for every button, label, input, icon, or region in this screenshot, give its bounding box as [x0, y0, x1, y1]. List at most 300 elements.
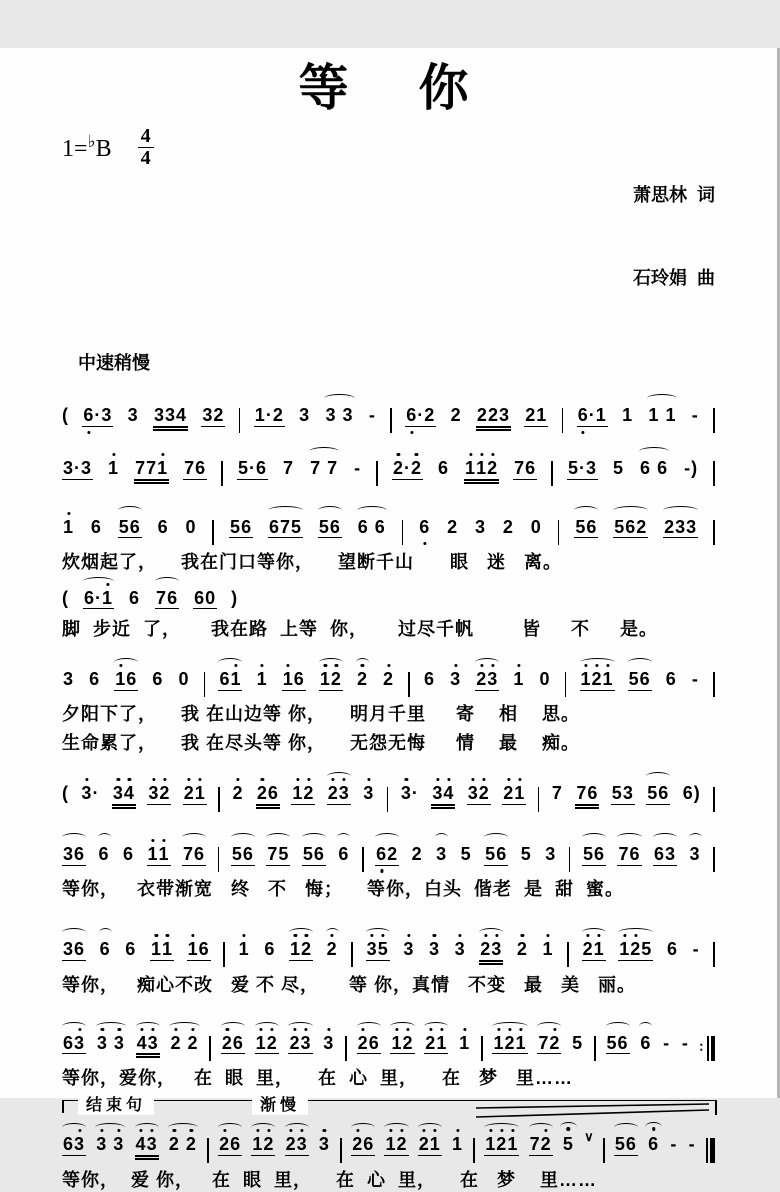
- note: 2: [516, 938, 528, 959]
- note: 6: [496, 843, 508, 864]
- note-group: [614, 1134, 638, 1156]
- barline: [713, 461, 715, 486]
- note-group: [327, 783, 351, 805]
- note: 3: [63, 843, 75, 864]
- note-group: [62, 517, 75, 538]
- note: -: [692, 938, 700, 959]
- note-group: [520, 844, 533, 865]
- barline: [551, 461, 553, 486]
- note-group: [127, 405, 140, 426]
- note: 2: [410, 457, 422, 478]
- note-group: [266, 844, 290, 866]
- note: 1: [580, 669, 592, 690]
- note: 7: [327, 457, 339, 478]
- note-group: [662, 1033, 671, 1054]
- note-group: [157, 517, 170, 538]
- note: 1: [115, 669, 127, 690]
- note-group: [218, 669, 242, 691]
- note: 3: [74, 1134, 86, 1155]
- note-group: [135, 1134, 159, 1160]
- note: 2: [187, 1032, 199, 1053]
- barline: [340, 1138, 342, 1163]
- note: 0: [530, 516, 542, 537]
- note-group: [114, 669, 138, 691]
- note-group: [502, 783, 526, 805]
- note: 2: [425, 1032, 437, 1053]
- note-group: [682, 783, 702, 804]
- note: 6: [152, 669, 164, 690]
- note: 6: [648, 1134, 660, 1155]
- note-group: [551, 783, 564, 804]
- note: 2: [478, 783, 490, 804]
- note: 5: [606, 1032, 618, 1053]
- note: -: [354, 457, 362, 478]
- system: [62, 391, 715, 434]
- note: 3: [296, 1134, 308, 1155]
- note-group: [231, 783, 244, 804]
- note-group: [291, 783, 315, 805]
- note-group: [112, 783, 136, 809]
- barline: [713, 787, 715, 812]
- note: 7: [514, 457, 526, 478]
- note-group: [282, 669, 306, 691]
- notation-line: [62, 444, 715, 487]
- note-group: [288, 1033, 312, 1055]
- note-group: [539, 669, 552, 690]
- note: 5: [567, 457, 579, 478]
- note: 3: [96, 1134, 108, 1155]
- note: 5: [613, 457, 625, 478]
- note-group: [298, 405, 311, 426]
- note: 2: [183, 783, 195, 804]
- note: 2: [480, 938, 492, 959]
- note: 6: [157, 516, 169, 537]
- note-group: [80, 783, 100, 804]
- note: 2: [476, 405, 488, 426]
- system: [62, 769, 715, 812]
- note-group: [229, 517, 253, 539]
- note: 6: [593, 843, 605, 864]
- note: 3: [665, 843, 677, 864]
- lyrics-line: 炊烟起了， 我在门口等你， 望断千山 眼 迷 离。: [62, 551, 563, 572]
- note-group: [464, 458, 499, 484]
- system: [62, 1097, 715, 1192]
- note: 1: [289, 938, 301, 959]
- note: 6: [125, 938, 137, 959]
- note: 3: [689, 843, 701, 864]
- note-group: [136, 1033, 160, 1059]
- note-group: [567, 458, 598, 480]
- note-group: [647, 405, 677, 426]
- note: 1: [292, 783, 304, 804]
- note-group: [692, 939, 701, 960]
- note: 6: [357, 516, 369, 537]
- note-group: [62, 669, 75, 690]
- note-group: [183, 458, 207, 480]
- note: 2: [263, 1134, 275, 1155]
- note: 6: [242, 843, 254, 864]
- note: 1: [493, 1032, 505, 1053]
- note: 1: [194, 783, 206, 804]
- note: 7: [310, 457, 322, 478]
- note: 7: [551, 783, 563, 804]
- note-group: [201, 405, 225, 427]
- note: 5: [377, 938, 389, 959]
- note: 1: [102, 587, 114, 608]
- barline: [713, 408, 715, 433]
- note: 4: [135, 1134, 147, 1155]
- note-group: [458, 1033, 471, 1054]
- note-group: [418, 517, 431, 538]
- time-signature: 4 4: [138, 126, 154, 169]
- notation-line: [62, 655, 715, 697]
- note: 6: [640, 1032, 652, 1053]
- note-group: [571, 1033, 584, 1054]
- system: [62, 444, 715, 487]
- barline: [481, 1036, 483, 1061]
- note: 1: [319, 669, 331, 690]
- note-group: [151, 669, 164, 690]
- note: 5: [318, 516, 330, 537]
- barline: [713, 942, 715, 967]
- note: ·: [94, 405, 102, 426]
- note: 1: [187, 938, 199, 959]
- note: 6: [363, 1134, 375, 1155]
- note: 5: [614, 1134, 626, 1155]
- note-group: [95, 1134, 125, 1155]
- key-text: 1=♭B: [62, 132, 112, 162]
- note-group: [492, 1033, 527, 1055]
- note: 3: [432, 783, 444, 804]
- note: 7: [618, 843, 630, 864]
- note-group: [62, 939, 86, 961]
- notation-line: [62, 925, 715, 968]
- note: 2: [664, 516, 676, 537]
- note: 5: [611, 783, 623, 804]
- note: 1: [150, 938, 162, 959]
- note-group: [255, 1033, 279, 1055]
- music-symbol: (: [62, 587, 69, 608]
- note-group: [400, 783, 420, 804]
- note-group: [418, 1134, 442, 1156]
- note: 3: [112, 783, 124, 804]
- note-group: [82, 405, 113, 427]
- note: -: [663, 1032, 671, 1053]
- barline: [713, 672, 715, 697]
- note: 2: [402, 1032, 414, 1053]
- note-group: [467, 783, 491, 805]
- note: 3: [467, 783, 479, 804]
- note: 2: [450, 405, 462, 426]
- note-group: [475, 669, 499, 691]
- note: 6: [438, 457, 450, 478]
- sheet-music-page: [0, 48, 780, 1190]
- note-group: [384, 1134, 408, 1156]
- note-group: [688, 1134, 697, 1155]
- note: 5: [230, 516, 242, 537]
- note: 7: [184, 457, 196, 478]
- note-group: [653, 844, 677, 866]
- barline: [565, 672, 567, 697]
- note: 3: [366, 938, 378, 959]
- note: 6: [241, 516, 253, 537]
- composer: 石玲娟 曲: [632, 268, 715, 289]
- note-group: [289, 939, 313, 961]
- note: 2: [387, 843, 399, 864]
- note-group: [691, 405, 700, 426]
- system: [62, 655, 715, 755]
- note-group: [435, 844, 448, 865]
- note: 7: [146, 457, 158, 478]
- barline: [558, 520, 560, 545]
- barline: [212, 520, 214, 545]
- note: ·: [265, 405, 273, 426]
- note-group: [83, 588, 114, 610]
- note: 1: [465, 457, 477, 478]
- note: 6: [666, 938, 678, 959]
- note: 6: [625, 1134, 637, 1155]
- note: 6: [256, 457, 268, 478]
- note: 2: [487, 457, 499, 478]
- note: 6: [74, 938, 86, 959]
- note-group: [155, 588, 179, 610]
- note: 5: [572, 1032, 584, 1053]
- note: 7: [283, 457, 295, 478]
- note-group: [118, 517, 142, 539]
- note-group: [62, 458, 93, 480]
- barline: [223, 942, 225, 967]
- music-symbol: ): [231, 587, 239, 608]
- note-group: [524, 405, 548, 427]
- note: 1: [230, 669, 242, 690]
- note: 6: [665, 669, 677, 690]
- note: -: [681, 1032, 689, 1053]
- song-title: 等 你: [298, 58, 479, 117]
- note: 1: [622, 405, 634, 426]
- note: 6: [640, 457, 652, 478]
- note-group: [450, 405, 463, 426]
- note: 6: [639, 669, 651, 690]
- note: 3: [81, 783, 93, 804]
- note-group: [183, 783, 207, 805]
- note: 1: [256, 669, 268, 690]
- note-group: [449, 669, 462, 690]
- barline: [594, 1036, 596, 1061]
- note: 5: [238, 457, 250, 478]
- note: 1: [536, 405, 548, 426]
- note-group: [454, 939, 467, 960]
- note: 2: [582, 938, 594, 959]
- note: ): [693, 783, 701, 804]
- barline: [204, 672, 206, 697]
- note: 3: [81, 457, 93, 478]
- note: 7: [538, 1032, 550, 1053]
- note-group: [99, 939, 112, 960]
- note: 5: [290, 516, 302, 537]
- meta-row: [0, 126, 777, 349]
- barline: [209, 1036, 211, 1061]
- note: -: [684, 457, 692, 478]
- note: 1: [157, 457, 169, 478]
- note: ·: [95, 587, 103, 608]
- note: 6: [74, 843, 86, 864]
- note: 3: [491, 938, 503, 959]
- note-group: [221, 1033, 245, 1055]
- note-group: [153, 405, 188, 431]
- note-group: [628, 669, 652, 691]
- note: 1: [514, 783, 526, 804]
- note-group: [446, 517, 459, 538]
- note: 3: [585, 457, 597, 478]
- note: 1: [476, 457, 488, 478]
- lyrics-line: 等你， 衣带渐宽 终 不 悔； 等你，白头 偕老 是 甜 蜜。: [62, 878, 625, 899]
- note-group: [268, 517, 303, 539]
- note: 1: [485, 1134, 497, 1155]
- note-group: [646, 783, 670, 805]
- barline: [207, 1138, 209, 1163]
- note: 6: [313, 843, 325, 864]
- note: 6: [268, 516, 280, 537]
- note: 5: [582, 843, 594, 864]
- note: -: [368, 405, 376, 426]
- note: 2: [185, 1134, 197, 1155]
- note-group: [460, 844, 473, 865]
- note-group: [318, 517, 342, 539]
- diminuendo-hairpin: [476, 1103, 711, 1119]
- note-group: [187, 939, 211, 961]
- notation-line: [62, 769, 715, 812]
- credits: [633, 126, 715, 349]
- note: 6: [586, 516, 598, 537]
- note: 3: [450, 669, 462, 690]
- note: 2: [525, 405, 537, 426]
- note-group: [691, 669, 700, 690]
- note: 3: [74, 1032, 86, 1053]
- note: 6: [374, 516, 386, 537]
- barline: [402, 520, 404, 545]
- note: 2: [159, 783, 171, 804]
- note-group: [582, 844, 606, 866]
- system: [62, 1019, 715, 1091]
- note: ·: [411, 783, 419, 804]
- note: 6: [89, 669, 101, 690]
- rallentando-label: 渐慢: [252, 1092, 308, 1115]
- flat-sign: ♭: [87, 132, 96, 152]
- note: 1: [665, 405, 677, 426]
- note-group: [254, 405, 285, 427]
- note: 2: [383, 669, 395, 690]
- note-group: [98, 844, 111, 865]
- note: 1: [513, 669, 525, 690]
- note: 7: [529, 1134, 541, 1155]
- notation-line: [62, 1120, 715, 1163]
- note: 6: [329, 516, 341, 537]
- note: 1: [282, 669, 294, 690]
- note: 3: [342, 405, 354, 426]
- note: 4: [136, 1032, 148, 1053]
- barline: [473, 1138, 475, 1163]
- note: 6: [368, 1032, 380, 1053]
- note: 2: [487, 405, 499, 426]
- note: 6: [587, 783, 599, 804]
- note: 3: [63, 938, 75, 959]
- note-group: [428, 939, 441, 960]
- note-group: [134, 458, 169, 484]
- note: 6: [129, 516, 141, 537]
- note-group: [147, 783, 171, 805]
- note-group: [516, 939, 529, 960]
- note-group: [437, 458, 450, 479]
- lyrics-line: 等你， 爱 你， 在 眼 里， 在 心 里， 在 梦 里……: [62, 1169, 598, 1190]
- key-signature: [62, 126, 154, 169]
- note-group: [513, 458, 537, 480]
- note: 1: [648, 405, 660, 426]
- lyrics-line: 生命累了， 我 在尽头等 你， 无怨无悔 情 最 痴。: [62, 733, 581, 754]
- note: 6: [424, 669, 436, 690]
- note: 5: [302, 843, 314, 864]
- note: 6: [654, 843, 666, 864]
- note: 2: [289, 1032, 301, 1053]
- note: 6: [126, 669, 138, 690]
- note-group: [663, 517, 698, 539]
- note: 6: [63, 1032, 75, 1053]
- note-group: [375, 844, 399, 866]
- note-group: [256, 669, 269, 690]
- note-group: [237, 458, 268, 480]
- note: 1: [158, 843, 170, 864]
- note-group: [666, 939, 679, 960]
- note: 5: [520, 843, 532, 864]
- note: 3: [475, 516, 487, 537]
- note-group: [484, 844, 508, 866]
- notation-line: [62, 574, 715, 613]
- note: 3: [400, 783, 412, 804]
- note: 2: [503, 783, 515, 804]
- note: 3: [545, 843, 557, 864]
- note-group: [357, 1033, 381, 1055]
- notation-line: [62, 391, 715, 434]
- barline: [408, 672, 410, 697]
- note-group: [405, 405, 436, 427]
- note-group: [431, 783, 455, 809]
- barline: [239, 408, 241, 433]
- lyrics-line: 等你， 痴心不改 爱 不 尽， 等 你，真情 不变 最 美 丽。: [62, 974, 637, 995]
- note: 6: [98, 843, 110, 864]
- note: 6: [682, 783, 694, 804]
- note-group: [411, 844, 424, 865]
- note: 1: [108, 457, 120, 478]
- note: 7: [576, 783, 588, 804]
- barline: [345, 1036, 347, 1061]
- note-group: [168, 1134, 198, 1155]
- note: 3: [622, 783, 634, 804]
- note: -: [670, 1134, 678, 1155]
- note: 6: [525, 457, 537, 478]
- note: 1: [429, 1134, 441, 1155]
- note: ·: [588, 405, 596, 426]
- note: 2: [356, 669, 368, 690]
- note: 2: [411, 843, 423, 864]
- note: 3: [146, 1134, 158, 1155]
- note: 3: [498, 405, 510, 426]
- note: 1: [593, 938, 605, 959]
- note: 5: [562, 1134, 574, 1155]
- lyrics-line: 等你，爱你， 在 眼 里， 在 心 里， 在 梦 里……: [62, 1068, 574, 1089]
- note: 1: [254, 405, 266, 426]
- note: 3: [96, 1032, 108, 1053]
- score: [0, 391, 777, 1192]
- note-group: [484, 1134, 519, 1156]
